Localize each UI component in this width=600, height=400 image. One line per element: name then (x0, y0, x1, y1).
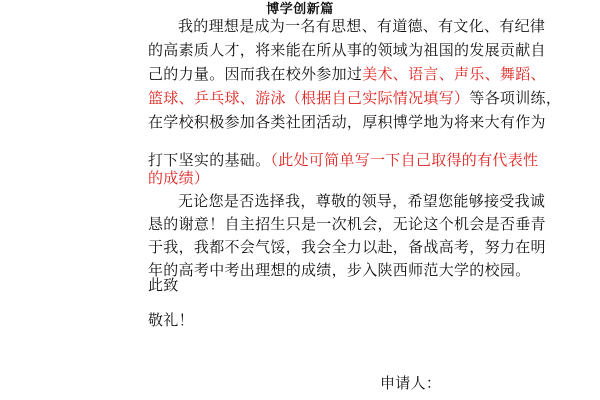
document-title: 博学创新篇 (266, 2, 334, 17)
paragraph1-line1: 我的理想是成为一名有思想、有道德、有文化、有纪律 (178, 17, 546, 35)
paragraph1-line3 (148, 64, 546, 84)
achievements-highlight-2: 的成绩） (148, 169, 210, 187)
applicant-label: 申请人： (380, 374, 442, 392)
paragraph1-line4-text: 等各项训练， (469, 89, 562, 107)
paragraph2-line2: 恳的谢意！自主招生只是一次机会，无论这个机会是否垂青 (148, 215, 546, 233)
paragraph2-line1: 无论您是否选择我，尊敬的领导，希望您能够接受我诚 (178, 192, 546, 210)
paragraph2-line3: 于我，我都不会气馁，我会全力以赴，备战高考，努力在明 (148, 238, 546, 256)
activities-highlight-2: 篮球、乒乓球、游泳（根据自己实际情况填写） (148, 89, 470, 107)
paragraph1-line3-text: 己的力量。因而我在校外参加过 (148, 65, 363, 83)
paragraph1-line4 (148, 88, 561, 108)
achievements-highlight-1: （此处可简单写一下自己取得的有代表性 (270, 151, 539, 169)
paragraph2-line4: 年的高考中考出理想的成绩，步入陕西师范大学的校园。 (148, 261, 531, 279)
paragraph1-line5: 在学校积极参加各类社团活动，厚积博学地为将来大有作为 (148, 113, 546, 131)
activities-highlight-1: 美术、语言、声乐、舞蹈、 (362, 65, 546, 83)
paragraph1-line2: 的高素质人才，将来能在所从事的领域为祖国的发展贡献自 (148, 41, 546, 59)
paragraph1-line7 (148, 168, 209, 188)
salute-text: 敬礼！ (148, 311, 194, 329)
paragraph1-line6 (148, 150, 538, 170)
paragraph1-line6-text: 打下坚实的基础。 (148, 151, 271, 169)
closing-text: 此致 (148, 276, 179, 294)
